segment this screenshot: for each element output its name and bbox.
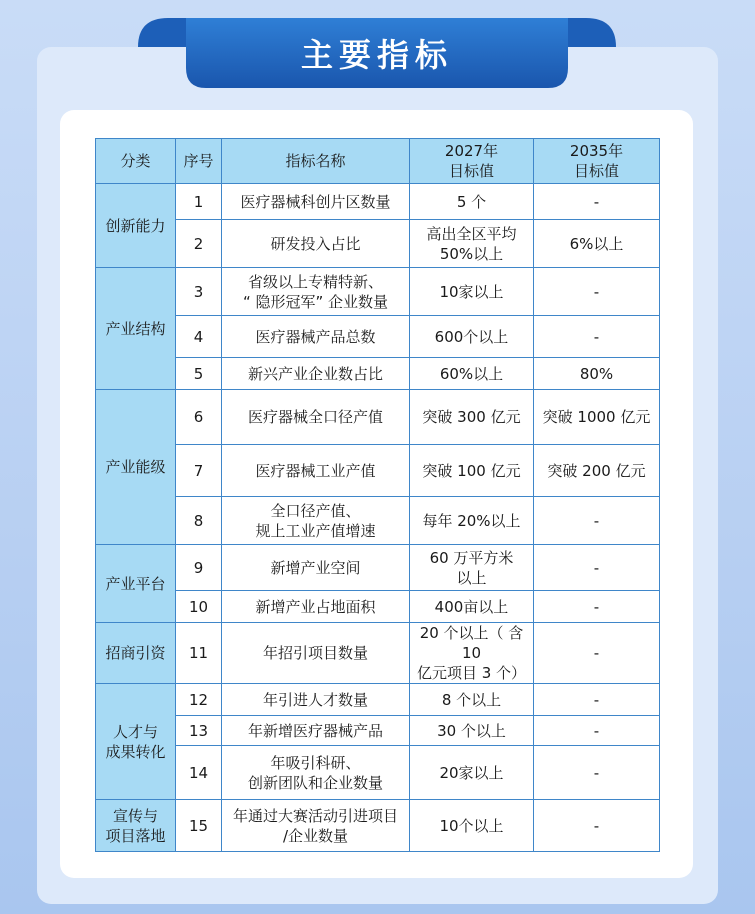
- target-2035: -: [534, 316, 660, 358]
- table-header-row: [96, 139, 660, 184]
- table-row: [96, 220, 660, 268]
- category-cell: 创新能力: [96, 184, 176, 268]
- header-category: 分类: [96, 139, 176, 184]
- indicator-name: 年引进人才数量: [222, 684, 410, 716]
- category-cell: 产业平台: [96, 545, 176, 623]
- indicator-name: 新增产业占地面积: [222, 591, 410, 623]
- row-number: 1: [176, 184, 222, 220]
- indicator-name: 研发投入占比: [222, 220, 410, 268]
- table-row: [96, 497, 660, 545]
- table-row: [96, 445, 660, 497]
- row-number: 11: [176, 623, 222, 684]
- target-2035: -: [534, 800, 660, 852]
- target-2027: 400亩以上: [410, 591, 534, 623]
- header-number: 序号: [176, 139, 222, 184]
- indicators-table: [95, 138, 660, 852]
- target-2035: -: [534, 746, 660, 800]
- target-2027: 高出全区平均 50%以上: [410, 220, 534, 268]
- row-number: 9: [176, 545, 222, 591]
- target-2027: 突破 300 亿元: [410, 390, 534, 445]
- indicator-name: 年新增医疗器械产品: [222, 716, 410, 746]
- target-2035: 突破 1000 亿元: [534, 390, 660, 445]
- row-number: 5: [176, 358, 222, 390]
- target-2035: 80%: [534, 358, 660, 390]
- table-row: [96, 316, 660, 358]
- indicator-name: 省级以上专精特新、 “ 隐形冠军” 企业数量: [222, 268, 410, 316]
- target-2035: -: [534, 684, 660, 716]
- row-number: 13: [176, 716, 222, 746]
- indicator-name: 医疗器械产品总数: [222, 316, 410, 358]
- row-number: 15: [176, 800, 222, 852]
- indicator-name: 医疗器械科创片区数量: [222, 184, 410, 220]
- target-2027: 20 个以上（ 含 10 亿元项目 3 个）: [410, 623, 534, 684]
- target-2035: -: [534, 545, 660, 591]
- indicator-name: 年招引项目数量: [222, 623, 410, 684]
- target-2035: -: [534, 623, 660, 684]
- category-cell: 招商引资: [96, 623, 176, 684]
- category-cell: 产业结构: [96, 268, 176, 390]
- header-indicator-name: 指标名称: [222, 139, 410, 184]
- target-2035: -: [534, 716, 660, 746]
- page-title: 主要指标: [300, 36, 453, 74]
- row-number: 12: [176, 684, 222, 716]
- table-row: [96, 623, 660, 684]
- indicator-name: 医疗器械工业产值: [222, 445, 410, 497]
- indicator-name: 新兴产业企业数占比: [222, 358, 410, 390]
- row-number: 8: [176, 497, 222, 545]
- row-number: 3: [176, 268, 222, 316]
- table-row: [96, 358, 660, 390]
- indicator-name: 年通过大赛活动引进项目 /企业数量: [222, 800, 410, 852]
- table-row: [96, 716, 660, 746]
- table-row: [96, 545, 660, 591]
- target-2035: 6%以上: [534, 220, 660, 268]
- target-2027: 10家以上: [410, 268, 534, 316]
- row-number: 2: [176, 220, 222, 268]
- target-2027: 60 万平方米 以上: [410, 545, 534, 591]
- target-2027: 10个以上: [410, 800, 534, 852]
- row-number: 14: [176, 746, 222, 800]
- target-2035: -: [534, 497, 660, 545]
- indicator-name: 新增产业空间: [222, 545, 410, 591]
- category-cell: 人才与 成果转化: [96, 684, 176, 800]
- category-cell: 产业能级: [96, 390, 176, 545]
- header-target-2035: 2035年 目标值: [534, 139, 660, 184]
- target-2027: 突破 100 亿元: [410, 445, 534, 497]
- table-row: [96, 684, 660, 716]
- indicator-name: 全口径产值、 规上工业产值增速: [222, 497, 410, 545]
- table-row: [96, 268, 660, 316]
- target-2035: -: [534, 268, 660, 316]
- target-2027: 60%以上: [410, 358, 534, 390]
- target-2027: 5 个: [410, 184, 534, 220]
- title-banner: [138, 18, 616, 88]
- row-number: 4: [176, 316, 222, 358]
- indicator-name: 年吸引科研、 创新团队和企业数量: [222, 746, 410, 800]
- table-row: [96, 591, 660, 623]
- target-2027: 20家以上: [410, 746, 534, 800]
- target-2035: 突破 200 亿元: [534, 445, 660, 497]
- row-number: 7: [176, 445, 222, 497]
- table-row: [96, 390, 660, 445]
- target-2035: -: [534, 184, 660, 220]
- table-row: [96, 800, 660, 852]
- category-cell: 宣传与 项目落地: [96, 800, 176, 852]
- target-2027: 8 个以上: [410, 684, 534, 716]
- target-2035: -: [534, 591, 660, 623]
- table-row: [96, 184, 660, 220]
- target-2027: 每年 20%以上: [410, 497, 534, 545]
- indicator-name: 医疗器械全口径产值: [222, 390, 410, 445]
- row-number: 10: [176, 591, 222, 623]
- header-target-2027: 2027年 目标值: [410, 139, 534, 184]
- table-row: [96, 746, 660, 800]
- row-number: 6: [176, 390, 222, 445]
- target-2027: 30 个以上: [410, 716, 534, 746]
- target-2027: 600个以上: [410, 316, 534, 358]
